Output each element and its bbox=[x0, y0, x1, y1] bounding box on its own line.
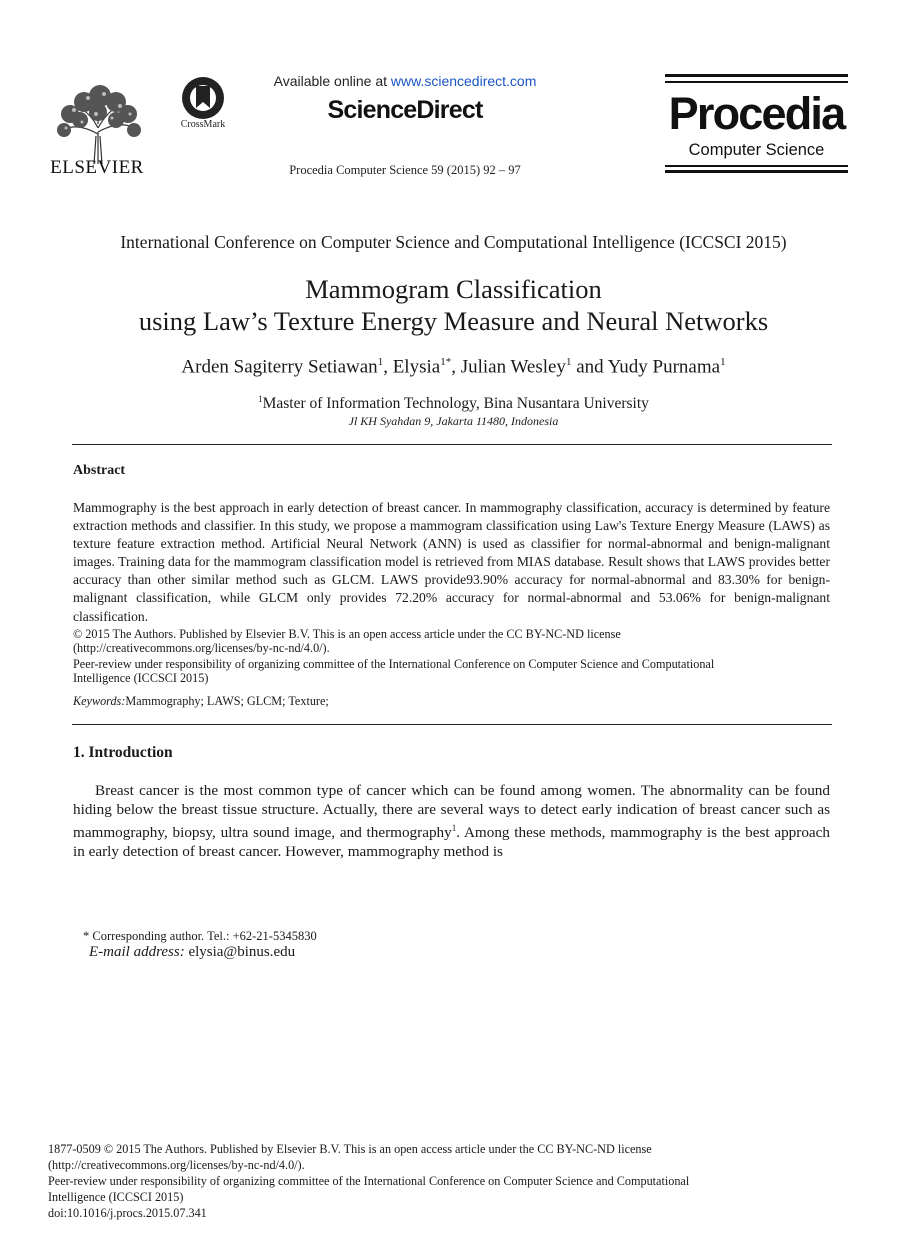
procedia-logo-subtitle: Computer Science bbox=[688, 141, 825, 159]
author-list bbox=[40, 356, 867, 378]
available-prefix: Available online at bbox=[273, 73, 391, 89]
intro-text-cont: . Among these methods, mammography is the best approach in early detection of breast cancer. However, mammography method is bbox=[73, 824, 830, 861]
introduction-paragraph bbox=[73, 781, 830, 861]
author-affiliation-mark: 1* bbox=[440, 356, 452, 368]
footer-doi[interactable]: doi:10.1016/j.procs.2015.07.341 bbox=[48, 1206, 207, 1220]
author-name: Arden Sagiterry Setiawan bbox=[181, 356, 378, 378]
publisher-wordmark: ELSEVIER bbox=[50, 157, 144, 178]
copyright-notice: © 2015 The Authors. Published by Elsevier B.V. This is an open access article under the CC BY-NC-ND license bbox=[73, 627, 621, 641]
sciencedirect-brand: ScienceDirect bbox=[327, 96, 483, 124]
intro-text: Breast cancer is the most common type of cancer which can be found among women. The abnormality can be found hiding below the breast tissue structure. Actually, there are several ways to detect early indication of breast cancer such as mammography, biopsy, ultra sound image, and thermography bbox=[73, 782, 830, 842]
footer-issn-copyright: 1877-0509 © 2015 The Authors. Published by Elsevier B.V. This is an open access article under the CC BY-NC-ND license bbox=[48, 1142, 652, 1156]
procedia-logo bbox=[665, 74, 848, 174]
corresponding-author-note: * Corresponding author. Tel.: +62-21-5345830 bbox=[83, 929, 317, 943]
keywords-list: Mammography; LAWS; GLCM; Texture; bbox=[125, 694, 329, 708]
peer-review-note: Peer-review under responsibility of organizing committee of the International Conference on Computer Science and Computational bbox=[73, 657, 715, 671]
conference-name: International Conference on Computer Science and Computational Intelligence (ICCSCI 2015) bbox=[120, 232, 787, 252]
author-separator: , bbox=[451, 356, 461, 378]
author-name: Yudy Purnama bbox=[607, 356, 721, 378]
license-link[interactable]: (http://creativecommons.org/licenses/by-nc-nd/4.0/). bbox=[73, 641, 330, 655]
email-address[interactable]: elysia@binus.edu bbox=[188, 944, 296, 960]
keywords-label: Keywords: bbox=[73, 694, 126, 708]
citation-mark: 1 bbox=[451, 823, 457, 833]
paper-title-line1: Mammogram Classification bbox=[305, 274, 602, 304]
email-label: E-mail address: bbox=[89, 944, 185, 960]
paper-title-line2: using Law’s Texture Energy Measure and Neural Networks bbox=[138, 306, 769, 336]
affiliation-text: Master of Information Technology, Bina Nusantara University bbox=[262, 395, 649, 413]
footer-peer-review: Peer-review under responsibility of organizing committee of the International Conference on Computer Science and Computational bbox=[48, 1174, 690, 1188]
author-affiliation-mark: 1 bbox=[565, 356, 572, 368]
crossmark-label: CrossMark bbox=[180, 119, 226, 130]
available-online bbox=[240, 73, 570, 89]
author-name: Elysia bbox=[392, 356, 441, 378]
author-affiliation-mark: 1 bbox=[720, 356, 726, 368]
abstract-heading: Abstract bbox=[73, 463, 126, 478]
author-separator: , bbox=[383, 356, 393, 378]
sciencedirect-link[interactable]: www.sciencedirect.com bbox=[390, 73, 537, 89]
author-affiliation-mark: 1 bbox=[377, 356, 384, 368]
journal-citation: Procedia Computer Science 59 (2015) 92 – 97 bbox=[289, 163, 521, 177]
procedia-logo-title: Procedia bbox=[668, 88, 845, 139]
keywords bbox=[73, 694, 833, 709]
affiliation bbox=[40, 394, 867, 413]
affiliation-mark: 1 bbox=[258, 394, 263, 404]
email-line bbox=[89, 944, 295, 961]
affiliation-address: Jl KH Syahdan 9, Jakarta 11480, Indonesia bbox=[348, 414, 559, 428]
divider bbox=[72, 724, 832, 725]
divider bbox=[72, 444, 832, 445]
author-name: Julian Wesley bbox=[460, 356, 566, 378]
abstract-text: Mammography is the best approach in early detection of breast cancer. In mammography classification, accuracy is determined by feature extraction methods and classifier. In this study, we propose a mammogram classification using Law's Texture Energy Measure (LAWS) as texture feature extraction method. Artificial Neural Network (ANN) is used as classifier for normal-abnormal and benign-malignant images. Training data for the mammogram classification model is retrieved from MIAS database. Result shows that LAWS provides better accuracy than other similar method such as GLCM. LAWS provide93.90% accuracy for normal-abnormal and 83.30% for benign-malignant classification, while GLCM only provides 72.20% accuracy for normal-abnormal and 53.06% for benign-malignant classification. bbox=[73, 500, 830, 624]
footer-peer-review-cont: Intelligence (ICCSCI 2015) bbox=[48, 1190, 184, 1204]
author-separator: and bbox=[571, 356, 608, 378]
peer-review-note-cont: Intelligence (ICCSCI 2015) bbox=[73, 671, 209, 685]
section-heading-introduction: 1. Introduction bbox=[73, 744, 173, 761]
footer-license-link[interactable]: (http://creativecommons.org/licenses/by-nc-nd/4.0/). bbox=[48, 1158, 305, 1172]
